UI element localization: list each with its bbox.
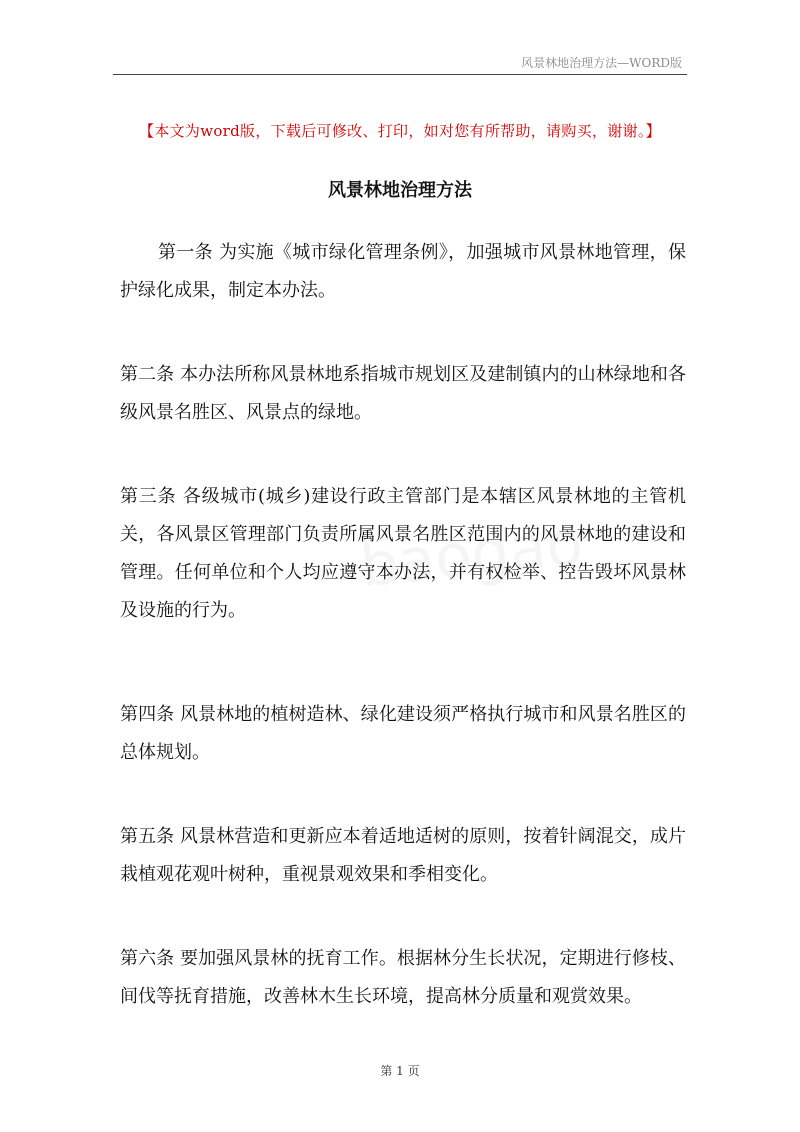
document-title: 风景林地治理方法 [328, 180, 472, 201]
purchase-notice: 【本文为word版，下载后可修改、打印，如对您有所帮助，请购买，谢谢。】 [139, 122, 661, 140]
article-5: 第五条 风景林营造和更新应本着适地适树的原则，按着针阔混交，成片栽植观花观叶树种，重视景观效果和季相变化。 [120, 826, 686, 885]
article-3: 第三条 各级城市(城乡)建设行政主管部门是本辖区风景林地的主管机关，各风景区管理部门负责所属风景名胜区范围内的风景林地的建设和管理。任何单位和个人均应遵守本办法，并有权检举、控告毁坏风景林及设施的行为。 [120, 486, 686, 621]
page-number: 第 1 页 [380, 1064, 420, 1078]
article-6: 第六条 要加强风景林的抚育工作。根据林分生长状况，定期进行修枝、间伐等抚育措施，改善林木生长环境，提高林分质量和观赏效果。 [120, 948, 686, 1007]
article-1: 第一条 为实施《城市绿化管理条例》，加强城市风景林地管理，保护绿化成果，制定本办法。 [120, 242, 686, 301]
article-4: 第四条 风景林地的植树造林、绿化建设须严格执行城市和风景名胜区的总体规划。 [120, 704, 686, 763]
header-divider [113, 74, 687, 75]
article-2: 第二条 本办法所称风景林地系指城市规划区及建制镇内的山林绿地和各级风景名胜区、风景点的绿地。 [120, 364, 686, 423]
header-title: 风景林地治理方法—WORD版 [521, 56, 682, 70]
